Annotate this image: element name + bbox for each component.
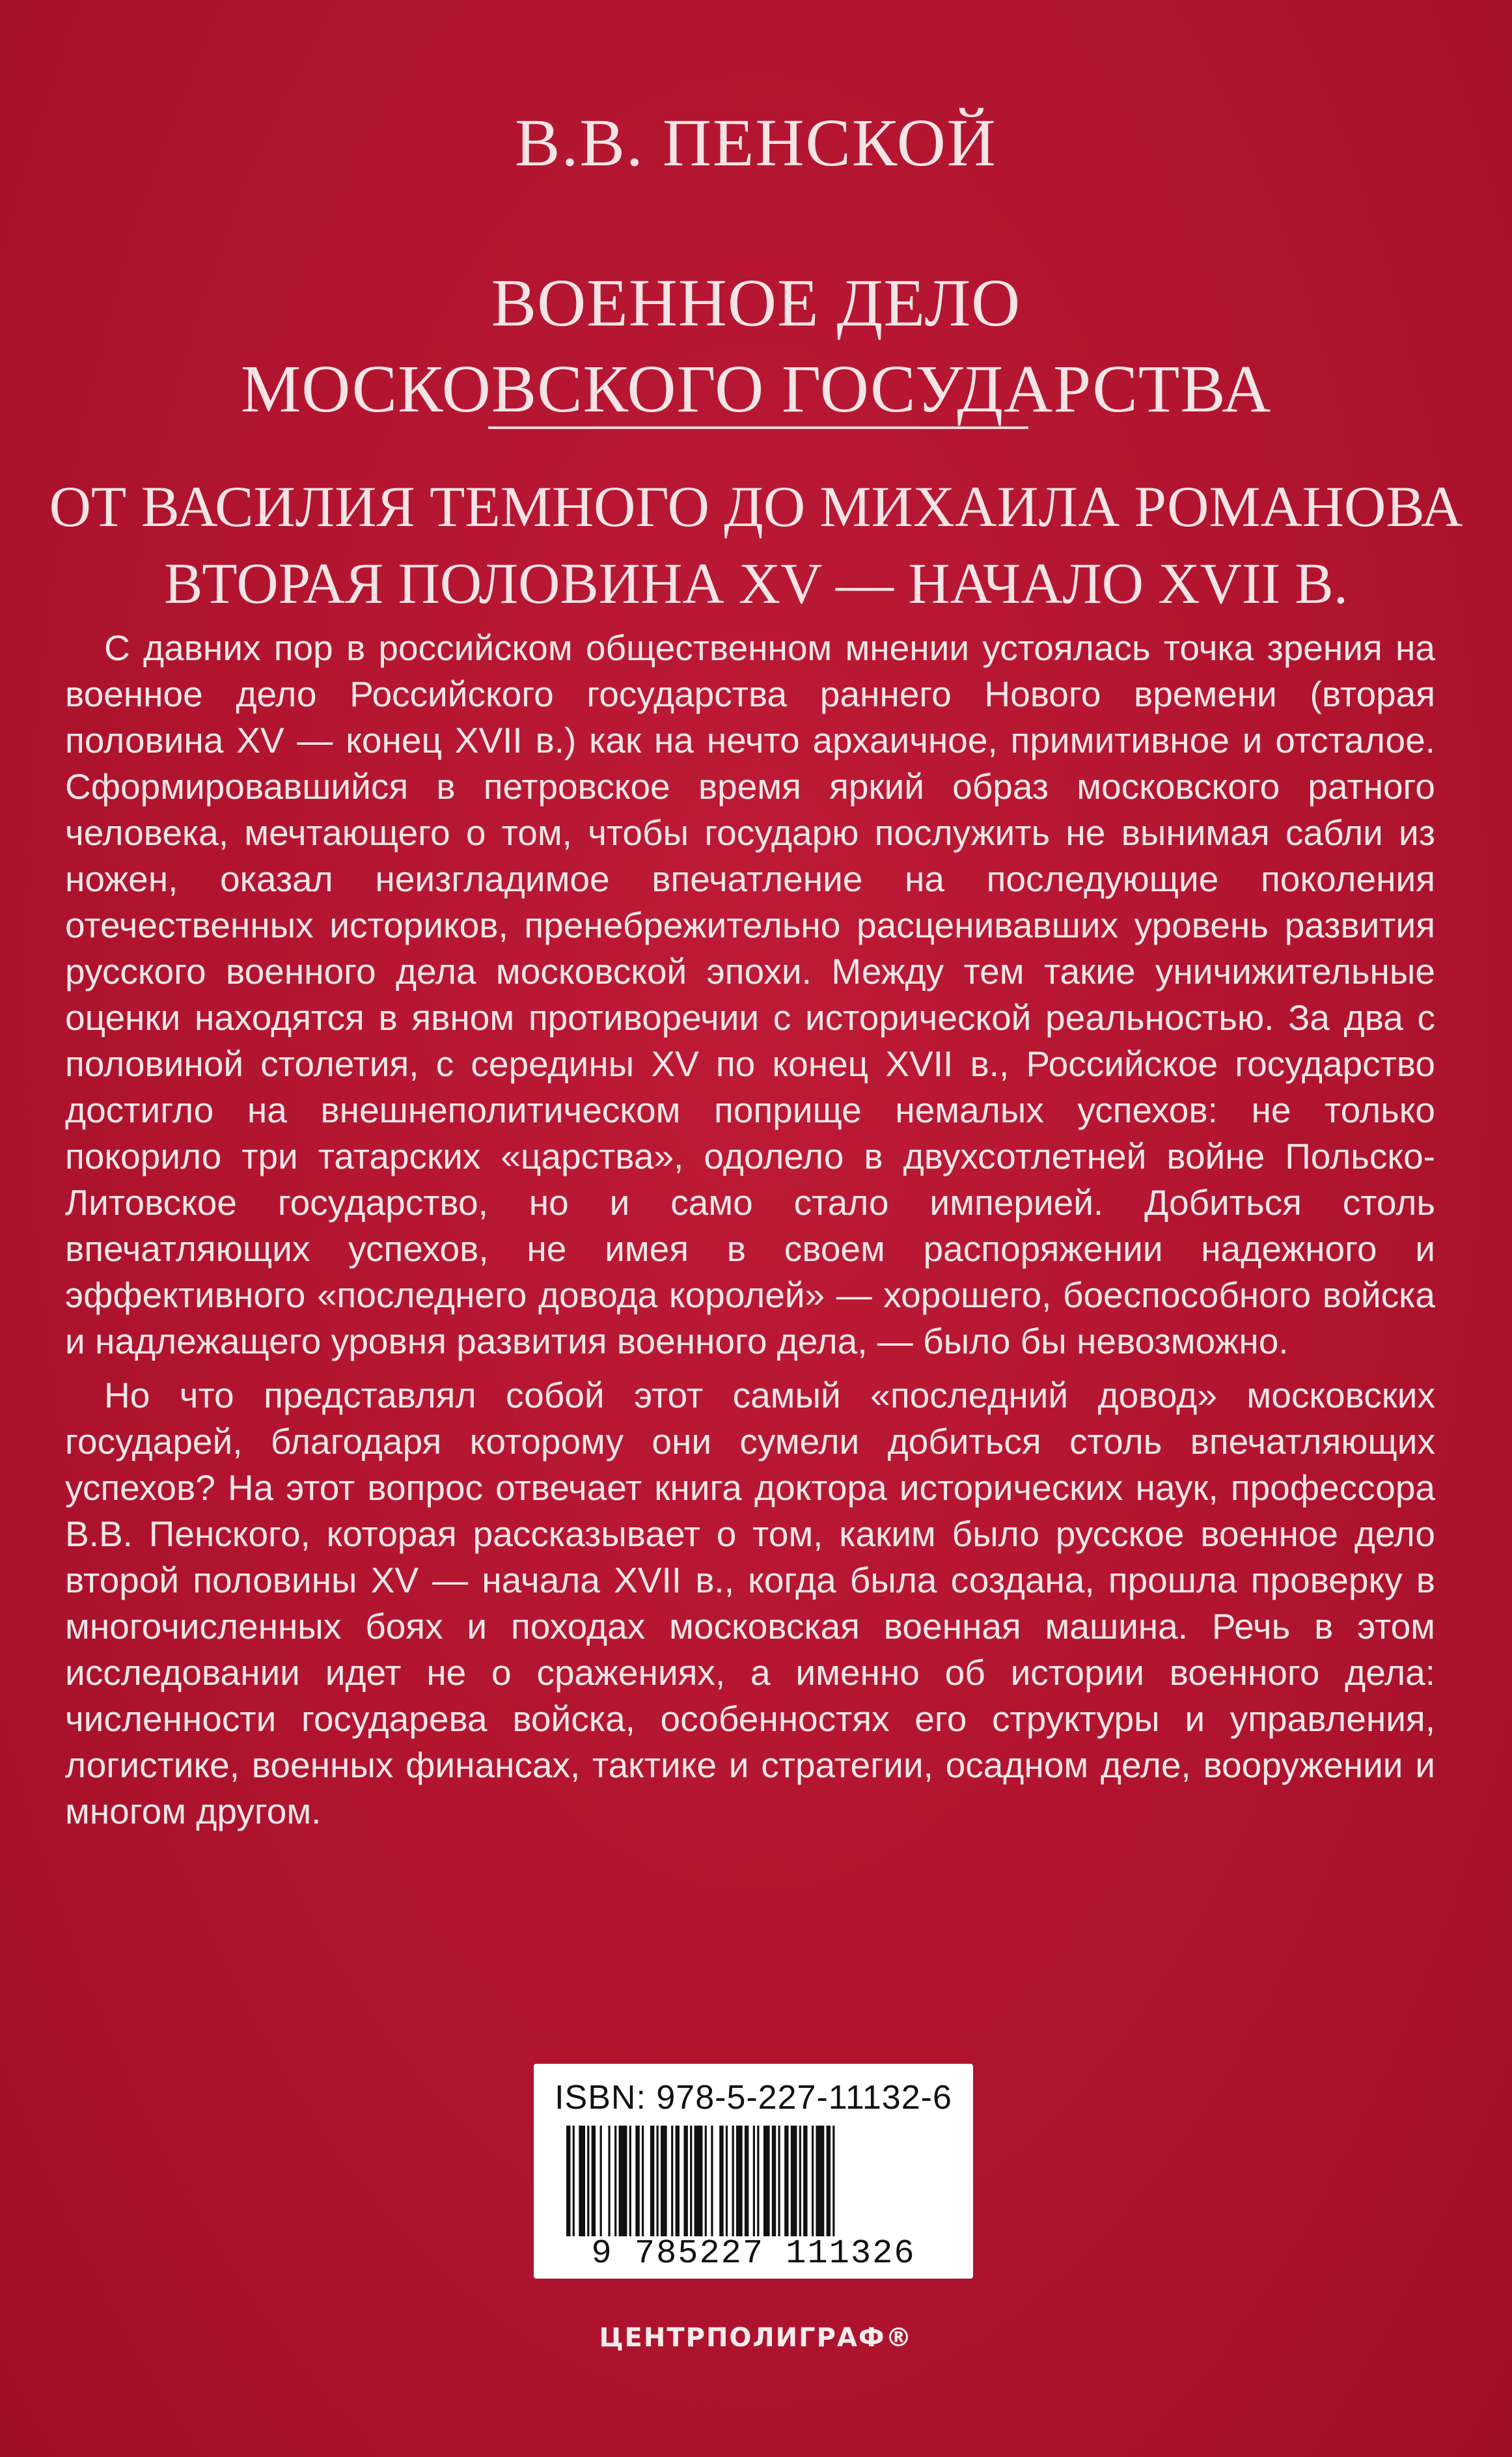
title-line: МОСКОВСКОГО ГОСУДАРСТВА — [240, 352, 1272, 426]
barcode-bar — [676, 2126, 680, 2236]
barcode-bar — [763, 2126, 770, 2236]
barcode-bar — [694, 2126, 703, 2236]
barcode-bar — [671, 2126, 673, 2236]
barcode-bar — [812, 2126, 814, 2236]
barcode-bar — [614, 2126, 616, 2236]
barcode-bar — [711, 2126, 713, 2236]
barcode-bar — [566, 2126, 570, 2236]
barcode-bar — [736, 2126, 743, 2236]
barcode-bar — [791, 2126, 797, 2236]
barcode-bar — [592, 2126, 596, 2236]
barcode-bar — [635, 2126, 639, 2236]
barcode-bar — [803, 2126, 807, 2236]
barcode-bar — [579, 2126, 585, 2236]
barcode-bar — [827, 2126, 831, 2236]
book-title — [0, 260, 1512, 432]
barcode-digits: 9 785227 111326 — [591, 2234, 916, 2273]
barcode-bar — [573, 2126, 575, 2236]
barcode-bar — [690, 2126, 692, 2236]
author-name: В.В. ПЕНСКОЙ — [515, 105, 997, 180]
barcode-bar — [661, 2126, 667, 2236]
barcode-bar — [683, 2126, 687, 2236]
barcode-bar — [726, 2126, 728, 2236]
barcode-bar — [642, 2126, 644, 2236]
subtitle-line: ВТОРАЯ ПОЛОВИНА XV — НАЧАЛО XVII В. — [164, 552, 1348, 616]
barcode-bar — [784, 2126, 788, 2236]
barcode-icon — [566, 2126, 944, 2236]
barcode-bar — [600, 2126, 602, 2236]
divider — [488, 426, 1028, 429]
barcode-bar — [629, 2126, 631, 2236]
barcode-bar — [705, 2126, 707, 2236]
barcode-bar — [832, 2126, 834, 2236]
subtitle-line: ОТ ВАСИЛИЯ ТЕМНОГО ДО МИХАИЛА РОМАНОВА — [49, 475, 1463, 539]
title-line: ВОЕННОЕ ДЕЛО — [491, 266, 1021, 340]
barcode-bar — [745, 2126, 749, 2236]
barcode-bar — [719, 2126, 723, 2236]
barcode-bar — [650, 2126, 654, 2236]
publisher-logo: ЦЕНТРПОЛИГРАФ® — [599, 2323, 913, 2353]
annotation-paragraph: С давних пор в российском общественном мнении устоялась точка зрения на военное дело Российского государства раннего Нового времени (вторая половина XV — конец XVII в.) как на нечто архаичное, примитивное и отсталое. Сформировавшийся в петровское время яркий образ московского ратного человека, мечтающего о том, чтобы государю послужить не вынимая сабли из ножен, оказал неизгладимое впечатление на последующие поколения отечественных историков, пренебрежительно расценивавших уровень развития русского военного дела московской эпохи. Между тем такие уничижительные оценки находятся в явном противоречии с исторической реальностью. За два с половиной столетия, с середины XV по конец XVII в., Российское государство достигло на внешнеполитическом поприще немалых успехов: не только покорило три татарских «царства», одолело в двухсотлетней войне Польско-Литовское государство, но и само стало империей. Добиться столь впечатляющих успехов, не имея в своем распоряжении надежного и эффективного «последнего довода королей» — хорошего, боеспособного войска и надлежащего уровня развития военного дела, — было бы невозможно. — [65, 628, 1435, 1361]
barcode-bar — [657, 2126, 659, 2236]
barcode-bar — [587, 2126, 589, 2236]
annotation-text — [65, 625, 1435, 1842]
barcode-bar — [772, 2126, 776, 2236]
barcode-bar — [619, 2126, 627, 2236]
barcode-bar — [799, 2126, 801, 2236]
barcode-bar — [753, 2126, 755, 2236]
barcode-bar — [778, 2126, 780, 2236]
barcode-bar — [816, 2126, 824, 2236]
book-subtitle — [0, 469, 1512, 622]
barcode-bar — [732, 2126, 734, 2236]
barcode-label — [534, 2064, 973, 2279]
barcode-bar — [757, 2126, 759, 2236]
annotation-paragraph: Но что представлял собой этот самый «последний довод» московских государей, благодаря которому они сумели добиться столь впечатляющих успехов? На этот вопрос отвечает книга доктора исторических наук, профессора В.В. Пенского, которая рассказывает о том, каким было русское военное дело второй половины XV — начала XVII в., когда была создана, прошла проверку в многочисленных боях и походах московская военная машина. Речь в этом исследовании идет не о сражениях, а именно об истории военного дела: численности государева войска, особенностях его структуры и управления, логистике, военных финансах, тактике и стратегии, осадном деле, вооружении и многом другом. — [65, 1375, 1435, 1831]
barcode-bar — [608, 2126, 610, 2236]
isbn-number: ISBN: 978-5-227-11132-6 — [555, 2079, 952, 2117]
